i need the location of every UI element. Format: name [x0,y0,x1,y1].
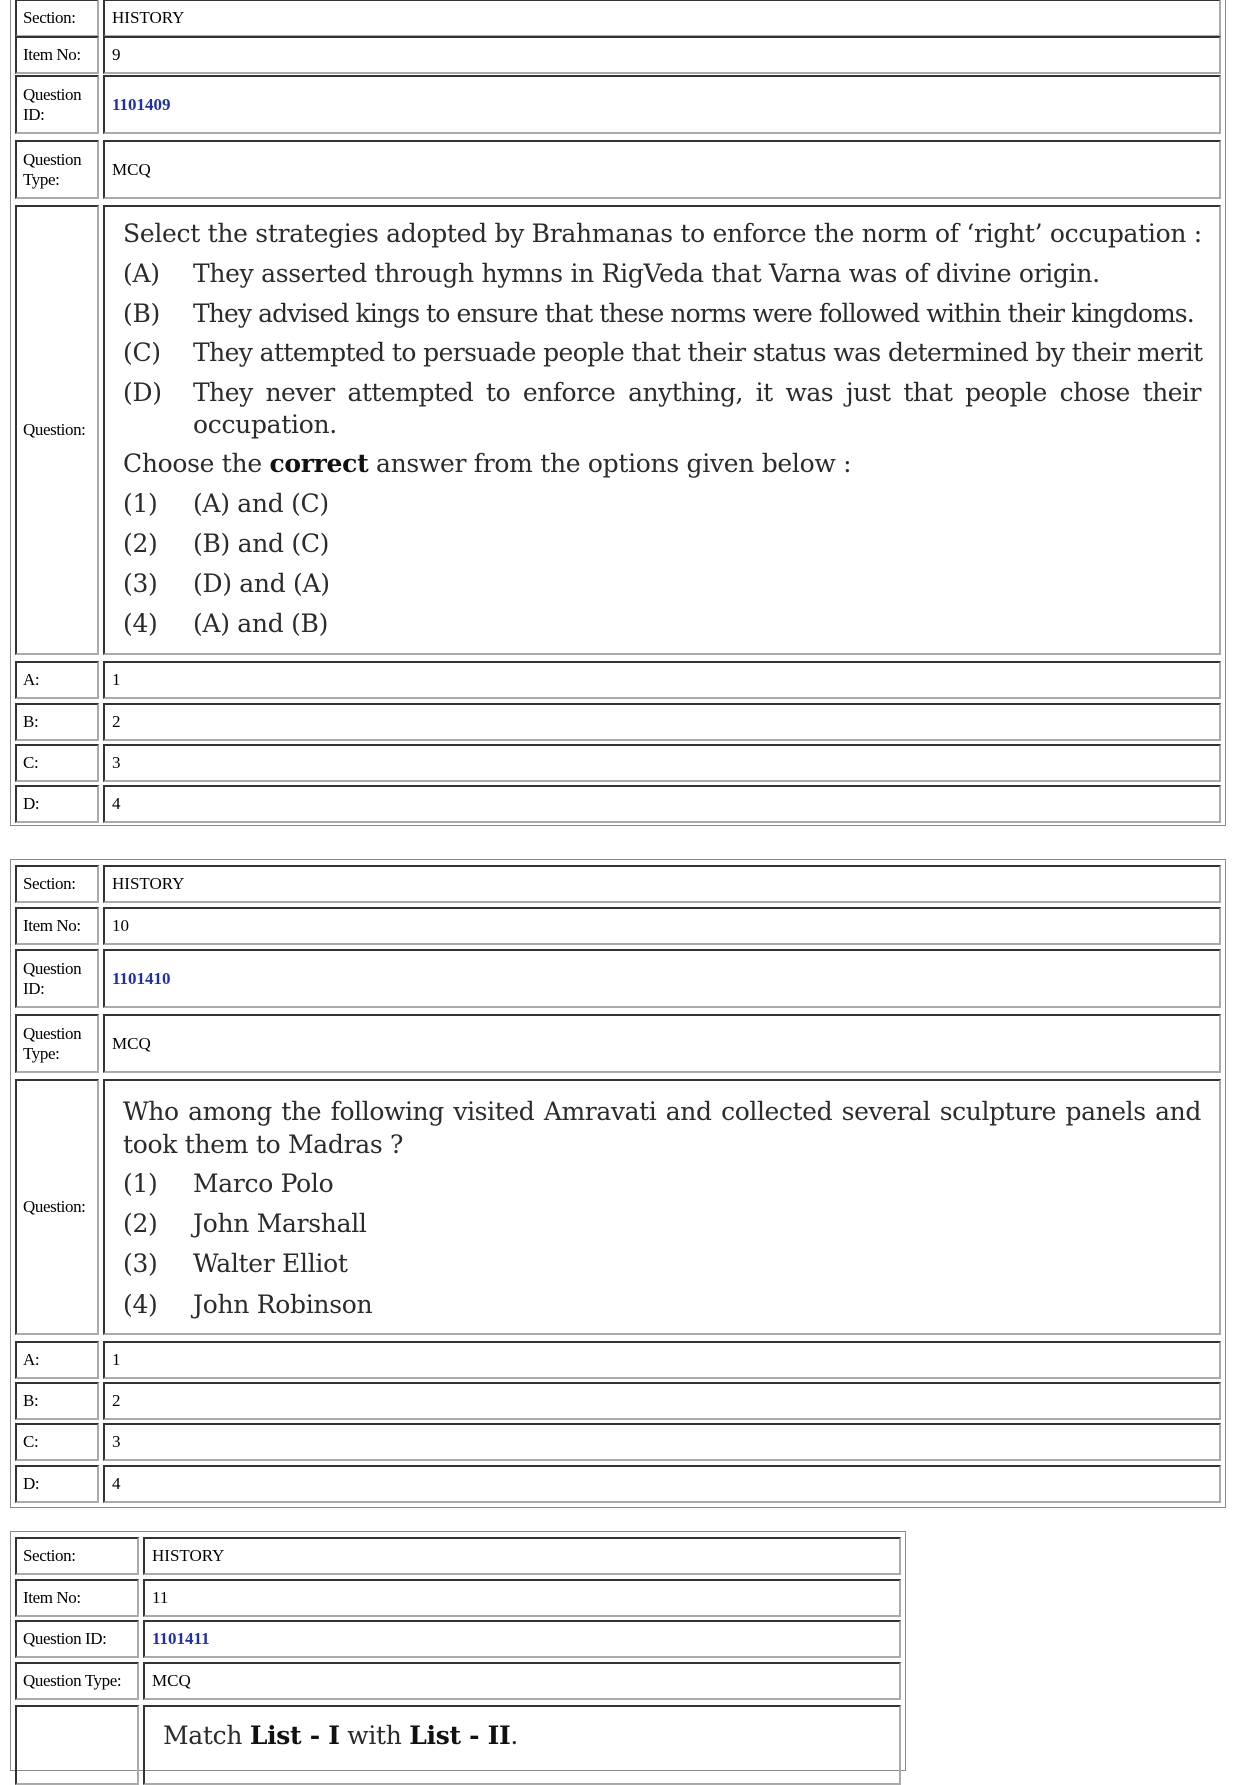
answer-b-label: B: [15,1382,99,1420]
answer-d-label: D: [15,785,99,823]
section-row [15,1537,901,1575]
question-table-10 [10,859,1226,1508]
question-label: Question: [15,1079,99,1335]
question-id-row [15,1620,901,1658]
item-no-row [15,1579,901,1617]
question-stem-line2: took them to Madras ? [123,1130,404,1159]
question-row [15,1705,901,1785]
answer-d-row [15,785,1221,823]
question-type-label-line1: Question [23,1023,82,1043]
question-row [15,1079,1221,1335]
instruction-bold: correct [269,449,369,478]
section-row [15,0,1221,37]
item-no-row [15,907,1221,945]
answer-a-label: A: [15,661,99,699]
question-text [123,207,1201,653]
question-id-value: 1101411 [143,1620,901,1658]
option-1-text: Marco Polo [193,1169,334,1198]
question-id-label-line1: Question [23,958,82,978]
question-label: Question: [15,205,99,655]
option-4-text: John Robinson [193,1290,373,1319]
stem-pre: Match [163,1721,250,1750]
answer-c-label: C: [15,744,99,782]
statement-d-text-line1: They never attempted to enforce anything, it was just that people chose their [193,378,1201,407]
answer-b-row [15,703,1221,741]
option-2-label: (2) [123,1209,158,1238]
question-type-row [15,140,1221,199]
option-1-label: (1) [123,1169,158,1198]
answer-a-label: A: [15,1341,99,1379]
item-no-value: 10 [103,907,1221,945]
statement-d-label: (D) [123,378,162,407]
option-1-text: (A) and (C) [193,489,329,518]
item-no-value: 9 [103,36,1221,74]
option-4-text: (A) and (B) [193,609,329,638]
answer-b-label: B: [15,703,99,741]
instruction [123,449,1201,478]
statement-a-label: (A) [123,259,160,288]
question-type-label-line2: Type: [23,1043,60,1063]
question-type-label-line2: Type: [23,169,60,189]
question-id-row [15,949,1221,1008]
statement-a-text: They asserted through hymns in RigVeda that Varna was of divine origin. [193,259,1100,288]
section-label: Section: [15,0,99,37]
answer-d-label: D: [15,1465,99,1503]
option-3-label: (3) [123,1249,158,1278]
option-3-text: (D) and (A) [193,569,330,598]
answer-a-row [15,1341,1221,1379]
question-type-label [15,1014,99,1073]
answer-a-value: 1 [103,661,1221,699]
answer-c-row [15,1423,1221,1461]
section-row [15,865,1221,903]
question-id-label-line2: ID: [23,978,45,998]
instruction-post: answer from the options given below : [368,449,852,478]
stem-mid: with [339,1721,410,1750]
answer-b-value: 2 [103,1382,1221,1420]
question-type-row [15,1662,901,1700]
question-type-label [15,140,99,199]
answer-a-value: 1 [103,1341,1221,1379]
item-no-value: 11 [143,1579,901,1617]
item-no-row [15,36,1221,74]
section-value: HISTORY [103,0,1221,37]
statement-b-label: (B) [123,299,160,328]
instruction-pre: Choose the [123,449,270,478]
question-text [163,1707,881,1783]
question-body [103,1079,1221,1335]
question-id-label-line1: Question [23,84,82,104]
question-body [143,1705,901,1785]
option-2-label: (2) [123,529,158,558]
answer-c-row [15,744,1221,782]
answer-d-value: 4 [103,785,1221,823]
question-type-value: MCQ [103,1014,1221,1073]
question-table-11 [10,1531,906,1771]
answer-b-value: 2 [103,703,1221,741]
question-id-value: 1101409 [103,75,1221,134]
answer-d-row [15,1465,1221,1503]
question-type-row [15,1014,1221,1073]
question-id-label: Question ID: [15,1620,139,1658]
item-no-label: Item No: [15,907,99,945]
answer-c-label: C: [15,1423,99,1461]
question-body [103,205,1221,655]
section-label: Section: [15,865,99,903]
question-id-label-line2: ID: [23,104,45,124]
question-text [123,1081,1201,1333]
answer-d-value: 4 [103,1465,1221,1503]
option-1-label: (1) [123,489,158,518]
answer-a-row [15,661,1221,699]
item-no-label: Item No: [15,1579,139,1617]
option-4-label: (4) [123,1290,158,1319]
answer-c-value: 3 [103,1423,1221,1461]
stem-list-1: List - I [249,1721,340,1750]
stem-list-2: List - II [409,1721,511,1750]
stem-post: . [510,1721,519,1750]
question-id-label [15,75,99,134]
question-id-row [15,75,1221,134]
answer-b-row [15,1382,1221,1420]
option-2-text: John Marshall [193,1209,367,1238]
question-type-label-line1: Question [23,149,82,169]
question-stem [163,1721,881,1750]
question-id-label [15,949,99,1008]
statement-c-label: (C) [123,338,161,367]
question-table-9 [10,0,1226,826]
question-id-value: 1101410 [103,949,1221,1008]
question-type-value: MCQ [143,1662,901,1700]
item-no-label: Item No: [15,36,99,74]
question-stem: Select the strategies adopted by Brahmanas to enforce the norm of ‘right’ occupation : [123,219,1202,248]
answer-c-value: 3 [103,744,1221,782]
option-3-text: Walter Elliot [193,1249,348,1278]
section-value: HISTORY [143,1537,901,1575]
option-3-label: (3) [123,569,158,598]
question-label [15,1705,139,1785]
statement-d-text-line2: occupation. [193,410,337,439]
statement-c-text: They attempted to persuade people that their status was determined by their merit [193,338,1203,367]
section-label: Section: [15,1537,139,1575]
question-type-value: MCQ [103,140,1221,199]
option-4-label: (4) [123,609,158,638]
question-stem-line1: Who among the following visited Amravati and collected several sculpture panels and [123,1097,1201,1126]
statement-b-text: They advised kings to ensure that these norms were followed within their kingdoms. [193,299,1194,328]
question-row [15,205,1221,655]
question-type-label: Question Type: [15,1662,139,1700]
option-2-text: (B) and (C) [193,529,330,558]
section-value: HISTORY [103,865,1221,903]
